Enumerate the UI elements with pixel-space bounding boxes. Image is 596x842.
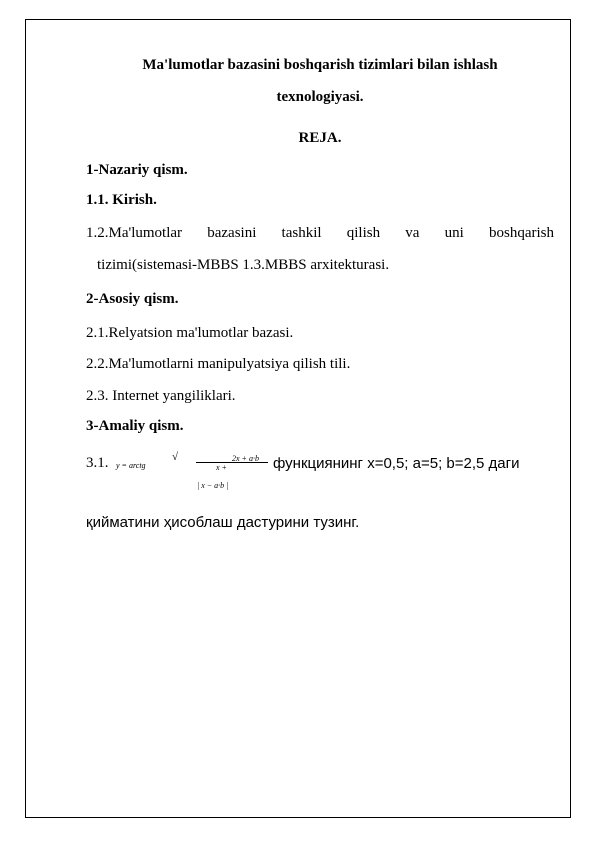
plan-heading: REJA. (298, 130, 342, 146)
section-1-heading: 1-Nazariy qism. (86, 162, 188, 178)
item-2-1: 2.1.Relyatsion ma'lumotlar bazasi. (86, 325, 294, 341)
task-text-line2: қийматини ҳисоблаш дастурини тузинг. (86, 514, 360, 531)
formula-outer-denominator: | x − a·b | (197, 481, 229, 490)
item-1-2-line1: 1.2.Ma'lumotlar bazasini tashkil qilish va uni boshqarish (86, 225, 554, 241)
item-1-1: 1.1. Kirish. (86, 192, 157, 208)
sqrt-icon: √ (172, 451, 179, 463)
item-2-2: 2.2.Ma'lumotlarni manipulyatsiya qilish tili. (86, 356, 351, 372)
document-title-line2: texnologiyasi. (276, 89, 364, 105)
task-number: 3.1. (86, 455, 109, 471)
task-text-line1: функциянинг x=0,5; a=5; b=2,5 даги (273, 455, 520, 472)
formula-y-arctg: y = arctg (116, 461, 146, 470)
formula-inner-numerator: 2x + a·b (232, 454, 259, 463)
formula-inner-fraction-bar (196, 462, 268, 463)
formula-inner-denominator: x + (216, 463, 227, 472)
document-title-line1: Ma'lumotlar bazasini boshqarish tizimlari bilan ishlash (142, 57, 498, 73)
item-2-3: 2.3. Internet yangiliklari. (86, 388, 236, 404)
item-1-2-line2: tizimi(sistemasi-MBBS 1.3.MBBS arxitekturasi. (97, 257, 390, 273)
section-3-heading: 3-Amaliy qism. (86, 418, 184, 434)
section-2-heading: 2-Asosiy qism. (86, 291, 179, 307)
